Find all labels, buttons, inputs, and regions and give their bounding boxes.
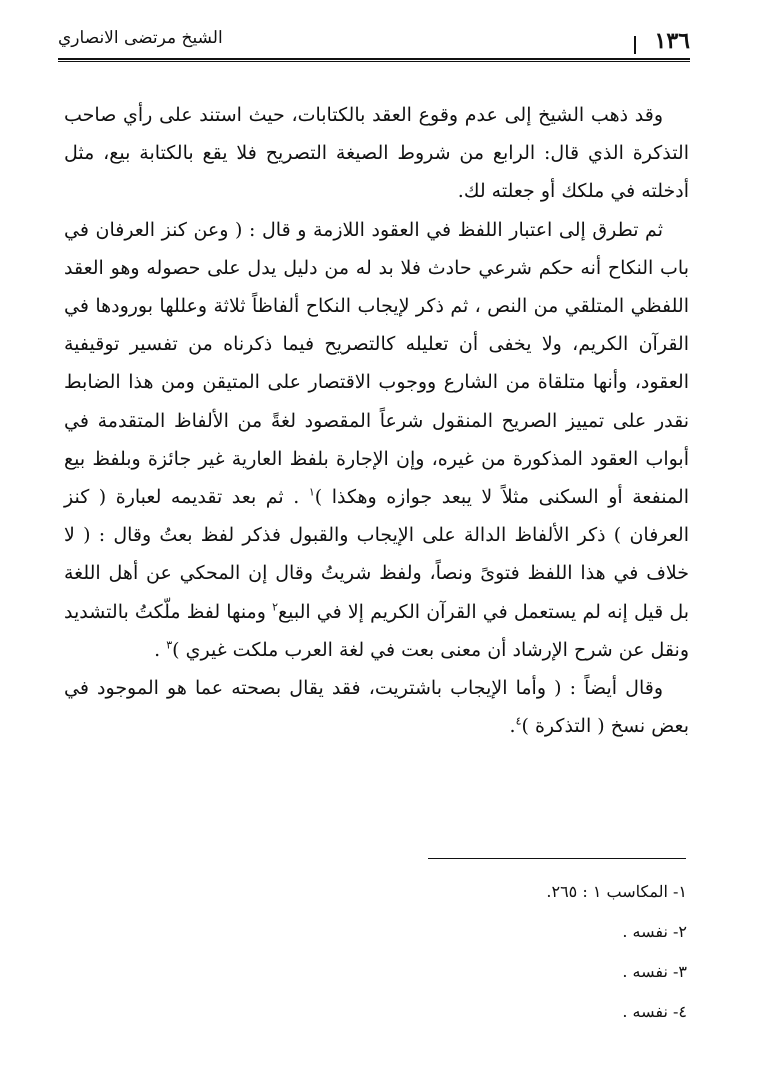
main-text (64, 96, 689, 745)
paragraph-2-text-a: ثم تطرق إلى اعتبار اللفظ في العقود اللازمة و قال : ( وعن كنز العرفان في باب النكاح أنه حكم شرعي حادث فلا بد له من دليل يدل على حصوله وهو العقد اللفظي المتلقي من النص ، ثم ذكر لإيجاب النكاح ألفاظاً ثلاثة وعللها بورودها في القرآن الكريم، ولا يخفى أن تعليله كالتصريح فيما ذكرناه من تفسير توقيفية العقود، وأنها متلقاة من الشارع ووجوب الاقتصار على المتيقن ومن هذا الضابط نقدر على تمييز الصريح المنقول شرعاً المقصود لغةً من الألفاظ المتقدمة في أبواب العقود المذكورة من غيره، وإن الإجارة بلفظ العارية غير جائزة وبلفظ بيع المنفعة أو السكنى مثلاً لا يبعد جوازه وهكذا ) (64, 218, 689, 509)
paragraph-2-text-c: ومنها لفظ ملّكتُ بالتشديد ونقل عن شرح الإرشاد أن معنى بعت في لغة العرب ملكت غيري ) (64, 600, 689, 661)
page-header (58, 28, 690, 64)
paragraph-1-text: وقد ذهب الشيخ إلى عدم وقوع العقد بالكتابات، حيث استند على رأي صاحب التذكرة الذي قال: الرابع من شروط الصيغة التصريح فلا يقع بالكتابة بيع، مثل أدخلته في ملكك أو جعلته لك. (64, 104, 689, 203)
footnote-4: ٤- نفسه . (622, 1002, 687, 1021)
paragraph-3-text-a: وقال أيضاً : ( وأما الإيجاب باشتريت، فقد يقال بصحته عما هو الموجود في بعض نسخ ( التذكرة ) (64, 677, 689, 738)
header-separator (634, 36, 636, 54)
paragraph-3 (64, 669, 689, 745)
footnote-ref-4: ٤ (515, 714, 522, 728)
footnote-1: ١- المكاسب ١ : ٢٦٥. (546, 882, 687, 901)
paragraph-2-text-d: . (154, 638, 167, 661)
footnote-separator (428, 858, 686, 859)
paragraph-1 (64, 96, 689, 211)
footnote-2: ٢- نفسه . (622, 922, 687, 941)
header-rule-thin (58, 61, 690, 62)
running-title: الشيخ مرتضى الانصاري (58, 28, 223, 48)
footnote-3: ٣- نفسه . (622, 962, 687, 981)
page-number: ١٣٦ (654, 28, 690, 54)
footnotes (347, 872, 687, 1032)
header-rule (58, 58, 690, 60)
footnote-ref-1: ١ (308, 485, 315, 499)
footnote-ref-3: ٣ (166, 638, 173, 652)
paragraph-2-text-b: . ثم بعد تقديمه لعبارة ( كنز العرفان ) ذكر الألفاظ الدالة على الإيجاب والقبول فذكر لفظ بعتُ وقال : ( لا خلاف في هذا اللفظ فتوىً ونصاً، ولفظ شريتُ وقال إن المحكي عن أهل اللغة بل قيل إنه لم يستعمل في القرآن الكريم إلا في البيع (64, 486, 689, 623)
footnote-ref-2: ٢ (272, 600, 278, 614)
paragraph-3-text-b: . (509, 715, 516, 738)
paragraph-2 (64, 211, 689, 669)
